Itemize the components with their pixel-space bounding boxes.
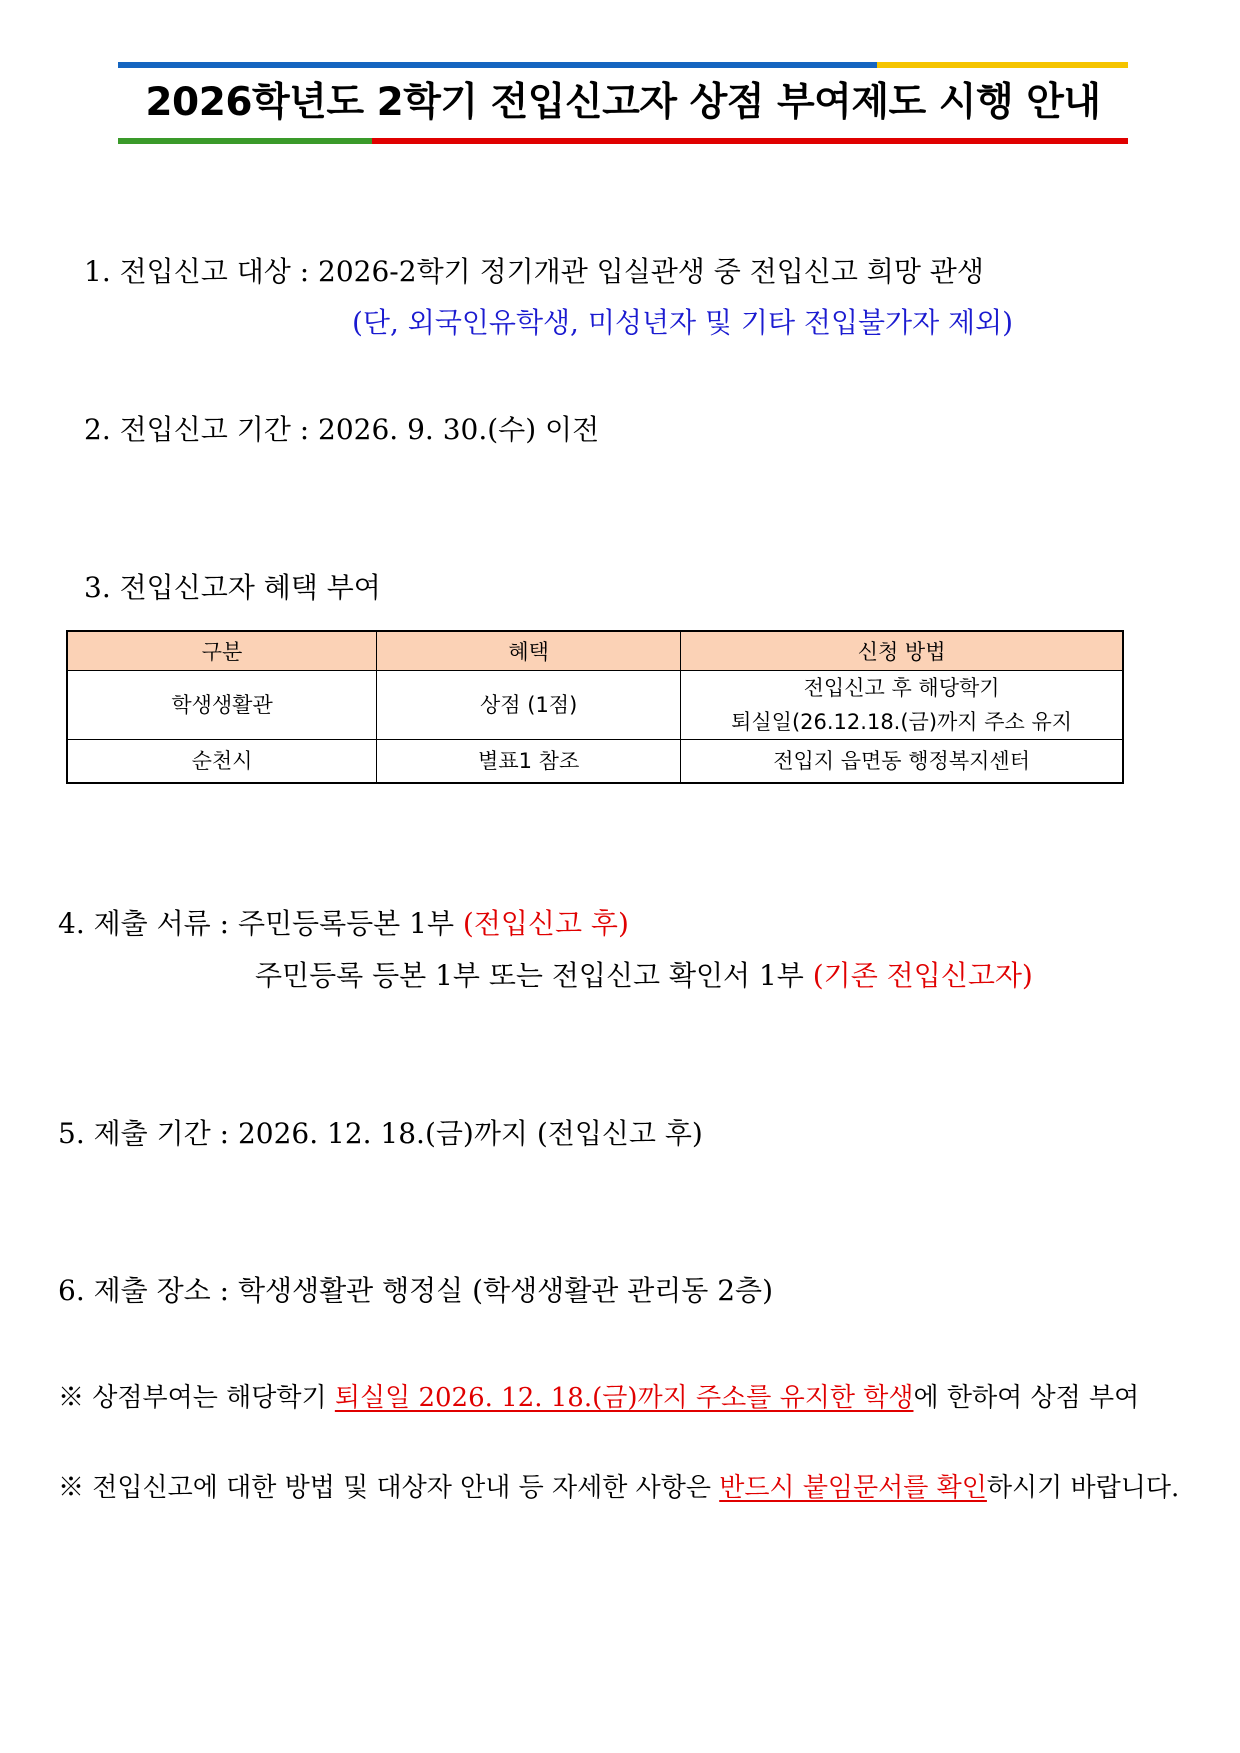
note-1-text-end: 에 한하여 상점 부여 [913,1383,1140,1413]
section-1-note: (단, 외국인유학생, 미성년자 및 기타 전입불가자 제외) [352,306,1014,339]
page-title: 2026학년도 2학기 전입신고자 상점 부여제도 시행 안내 [145,80,1101,125]
table-cell-benefit: 별표1 참조 [377,740,681,784]
note-2-highlight: 반드시 붙임문서를 확인 [719,1473,987,1503]
section-2-line: 2. 전입신고 기간 : 2026. 9. 30.(수) 이전 [84,413,600,446]
section-4-alt-docs-text: 주민등록 등본 1부 또는 전입신고 확인서 1부 [255,959,813,992]
note-2-text: ※ 전입신고에 대한 방법 및 대상자 안내 등 자세한 사항은 [58,1473,720,1503]
title-top-bar-blue [118,62,877,68]
section-1-line-1: 1. 전입신고 대상 : 2026-2학기 정기개관 입실관생 중 전입신고 희망 관생 [84,255,984,288]
title-banner [118,62,1128,144]
table-cell-method: 전입지 읍면동 행정복지센터 [681,740,1123,784]
table-header-row [67,631,1123,671]
title-bottom-bar-green [118,138,372,144]
table-cell-method-line-1: 전입신고 후 해당학기 [803,676,1000,700]
section-6-line: 6. 제출 장소 : 학생생활관 행정실 (학생생활관 관리동 2층) [58,1274,774,1307]
table-cell-method-line-2: 퇴실일(26.12.18.(금)까지 주소 유지 [731,710,1073,734]
table-header-benefit: 혜택 [377,631,681,671]
table-row [67,740,1123,784]
note-2-text-end: 하시기 바랍니다. [986,1473,1180,1503]
table-cell-category: 학생생활관 [67,671,377,740]
title-bottom-bar-red [372,138,1128,144]
section-4-alt-docs-note: (기존 전입신고자) [812,959,1033,992]
table-row [67,671,1123,740]
table-header-method: 신청 방법 [681,631,1123,671]
section-4-docs-note: (전입신고 후) [462,907,629,940]
title-top-bar-yellow [877,62,1128,68]
section-4-line-1 [58,906,629,942]
table-cell-category: 순천시 [67,740,377,784]
table-cell-benefit: 상점 (1점) [377,671,681,740]
note-1-text: ※ 상점부여는 해당학기 [58,1383,335,1413]
note-1-highlight: 퇴실일 2026. 12. 18.(금)까지 주소를 유지한 학생 [334,1383,914,1413]
table-header-category: 구분 [67,631,377,671]
table-cell-method [681,671,1123,740]
note-1 [58,1380,1139,1416]
section-4-line-2 [255,958,1033,994]
note-2 [58,1470,1179,1506]
benefits-table [66,630,1124,784]
section-4-docs-text: 4. 제출 서류 : 주민등록등본 1부 [58,907,463,940]
section-3-heading: 3. 전입신고자 혜택 부여 [84,571,381,604]
section-5-line: 5. 제출 기간 : 2026. 12. 18.(금)까지 (전입신고 후) [58,1117,703,1150]
